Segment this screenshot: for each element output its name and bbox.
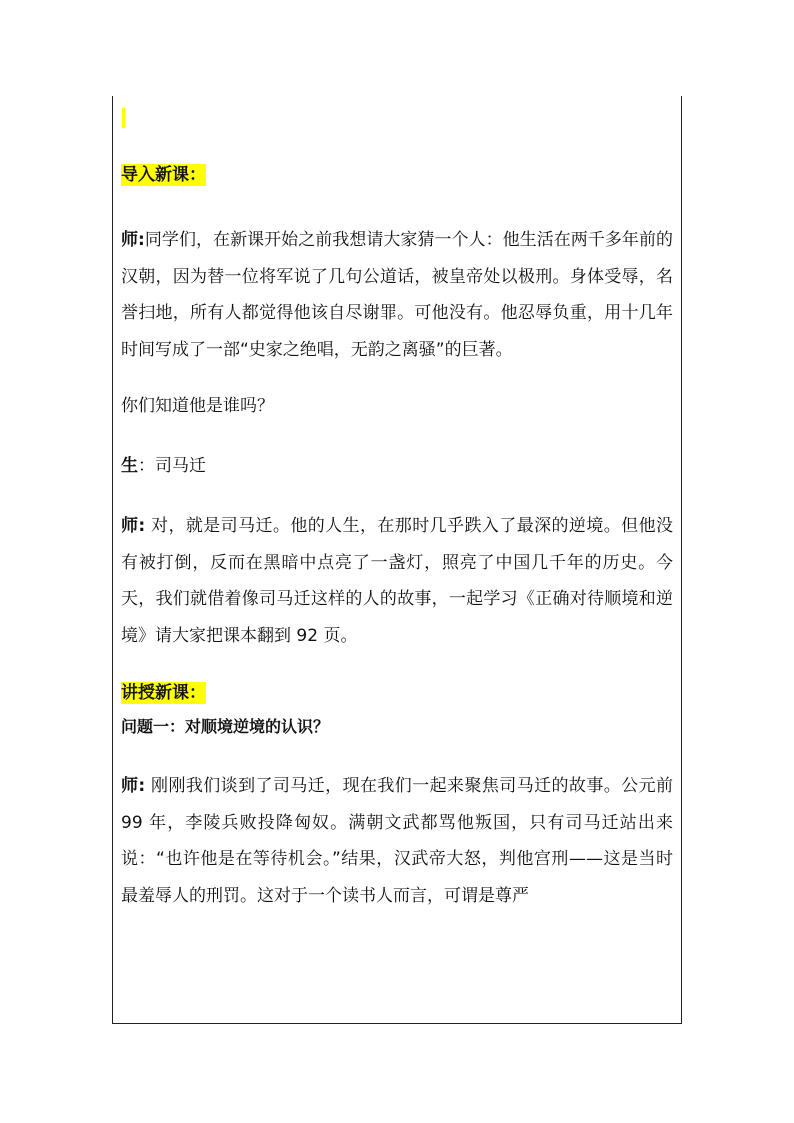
speaker-label-teacher: 师: bbox=[121, 516, 146, 536]
question-heading: 问题一：对顺境逆境的认识？ bbox=[121, 717, 330, 736]
paragraph-text: 你们知道他是谁吗？ bbox=[121, 396, 274, 416]
speaker-label-teacher: 师: bbox=[121, 230, 145, 250]
table-cell-frame bbox=[112, 96, 682, 1024]
highlight-marker bbox=[122, 108, 125, 128]
student-answer bbox=[121, 448, 673, 485]
paragraph-text: 对，就是司马迁。他的人生，在那时几乎跌入了最深的逆境。但他没有被打倒，反而在黑暗中点亮了一盏灯，照亮了中国几千年的历史。今天，我们就借着像司马迁这样的人的故事，一起学习《正确对待顺境和逆境》请大家把课本翻到 92 页。 bbox=[121, 516, 673, 646]
paragraph-text: 同学们，在新课开始之前我想请大家猜一个人：他生活在两千多年前的汉朝，因为替一位将军说了几句公道话，被皇帝处以极刑。身体受辱，名誉扫地，所有人都觉得他该自尽谢罪。可他没有。他忍辱负重，用十几年时间写成了一部“史家之绝唱，无韵之离骚”的巨著。 bbox=[121, 230, 673, 360]
speaker-label-student: 生 bbox=[121, 455, 138, 476]
teacher-question bbox=[121, 388, 673, 425]
intro-heading bbox=[121, 158, 673, 192]
teacher-paragraph-2 bbox=[121, 508, 673, 654]
teacher-paragraph-3 bbox=[121, 768, 673, 914]
paragraph-text: 刚刚我们谈到了司马迁，现在我们一起来聚焦司马迁的故事。公元前 99 年，李陵兵败投降匈奴。满朝文武都骂他叛国，只有司马迁站出来说：“也许他是在等待机会。”结果，汉武帝大怒，判他宫刑——这是当时最羞辱人的刑罚。这对于一个读书人而言，可谓是尊严 bbox=[121, 776, 673, 906]
lesson-content bbox=[121, 158, 673, 914]
lecture-heading bbox=[121, 676, 673, 710]
paragraph-text: ：司马迁 bbox=[138, 455, 206, 476]
intro-heading-text: 导入新课： bbox=[121, 165, 206, 185]
teacher-paragraph-1 bbox=[121, 222, 673, 368]
lecture-heading-text: 讲授新课： bbox=[121, 683, 206, 703]
speaker-label-teacher: 师: bbox=[121, 776, 146, 796]
